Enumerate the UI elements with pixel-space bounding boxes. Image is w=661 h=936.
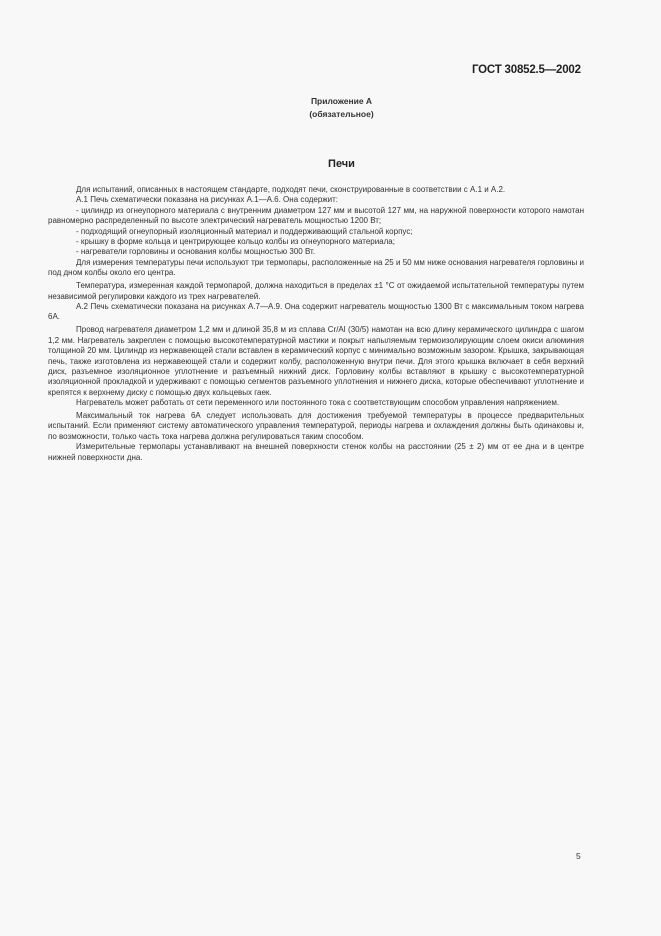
list-item: - цилиндр из огнеупорного материала с внутренним диаметром 127 мм и высотой 127 мм, на наружной поверхности которого намотан равномерно распределенный по высоте электрический нагреватель мощностью 1200 Вт; [48,205,584,226]
page-number: 5 [576,851,581,861]
paragraph: Провод нагревателя диаметром 1,2 мм и длиной 35,8 м из сплава Cr/Al (30/5) намотан на всю длину керамического цилиндра с шагом 1,2 мм. Нагреватель закреплен с помощью высокотемпературной мастики и покрыт напыляемым термоизолирующим слоем окиси алюминия толщиной 20 мм. Цилиндр из нержавеющей стали вставлен в керамический корпус с минимально возможным зазором. Крышка, закрывающая печь, также изготовлена из нержавеющей стали и содержит колбу, расположенную внутри печи. Для этого крышка включает в себя верхний диск, разъемное изоляционное уплотнение и разъемный нижний диск. Горловину колбы вставляют в крышку с высокотемпературной изоляционной прокладкой и удерживают с помощью сегментов разъемного уплотнения и нижнего диска, которые обеспечивают уплотнение и крепятся к верхнему диску с помощью двух кольцевых гаек. [48,325,584,397]
section-title: Печи [328,158,355,170]
appendix-title: Приложение А [310,96,373,106]
paragraph: Для измерения температуры печи используют три термопары, расположенные на 25 и 50 мм ниже основания нагревателя горловины и под дном колбы около его центра. [48,257,584,278]
list-item: - крышку в форме кольца и центрирующее кольцо колбы из огнеупорного материала; [76,237,395,247]
list-item: - нагреватели горловины и основания колбы мощностью 300 Вт. [76,247,316,257]
paragraph: Измерительные термопары устанавливают на внешней поверхности стенок колбы на расстоянии (25 ± 2) мм от ее дна и в центре нижней поверхности дна. [48,442,584,462]
document-body [48,185,584,463]
appendix-status: (обязательное) [309,109,374,119]
list-item: - подходящий огнеупорный изоляционный материал и поддерживающий стальной корпус; [76,226,413,236]
paragraph: Нагреватель может работать от сети переменного или постоянного тока с соответствующим способом управления напряжением. [76,398,560,408]
paragraph: Максимальный ток нагрева 6А следует использовать для достижения требуемой температуры в процессе предварительных испытаний. Если применяют систему автоматического управления температурой, периоды нагрева и охлаждения должны быть одинаковы и, по возможности, только часть тока нагрева должна регулироваться таким способом. [48,411,584,441]
paragraph: А.1 Печь схематически показана на рисунках А.1—А.6. Она содержит: [76,195,339,205]
standard-code: ГОСТ 30852.5—2002 [472,64,581,76]
paragraph: А.2 Печь схематически показана на рисунках А.7—А.9. Она содержит нагреватель мощностью 1300 Вт с максимальным током нагрева 6А. [48,301,584,322]
appendix-heading [0,95,661,121]
paragraph: Температура, измеренная каждой термопарой, должна находиться в пределах ±1 °С от ожидаемой испытательной температуры путем независимой регулировки каждого из трех нагревателей. [48,281,584,301]
paragraph: Для испытаний, описанных в настоящем стандарте, подходят печи, сконструированные в соответствии с А.1 и А.2. [76,185,506,194]
